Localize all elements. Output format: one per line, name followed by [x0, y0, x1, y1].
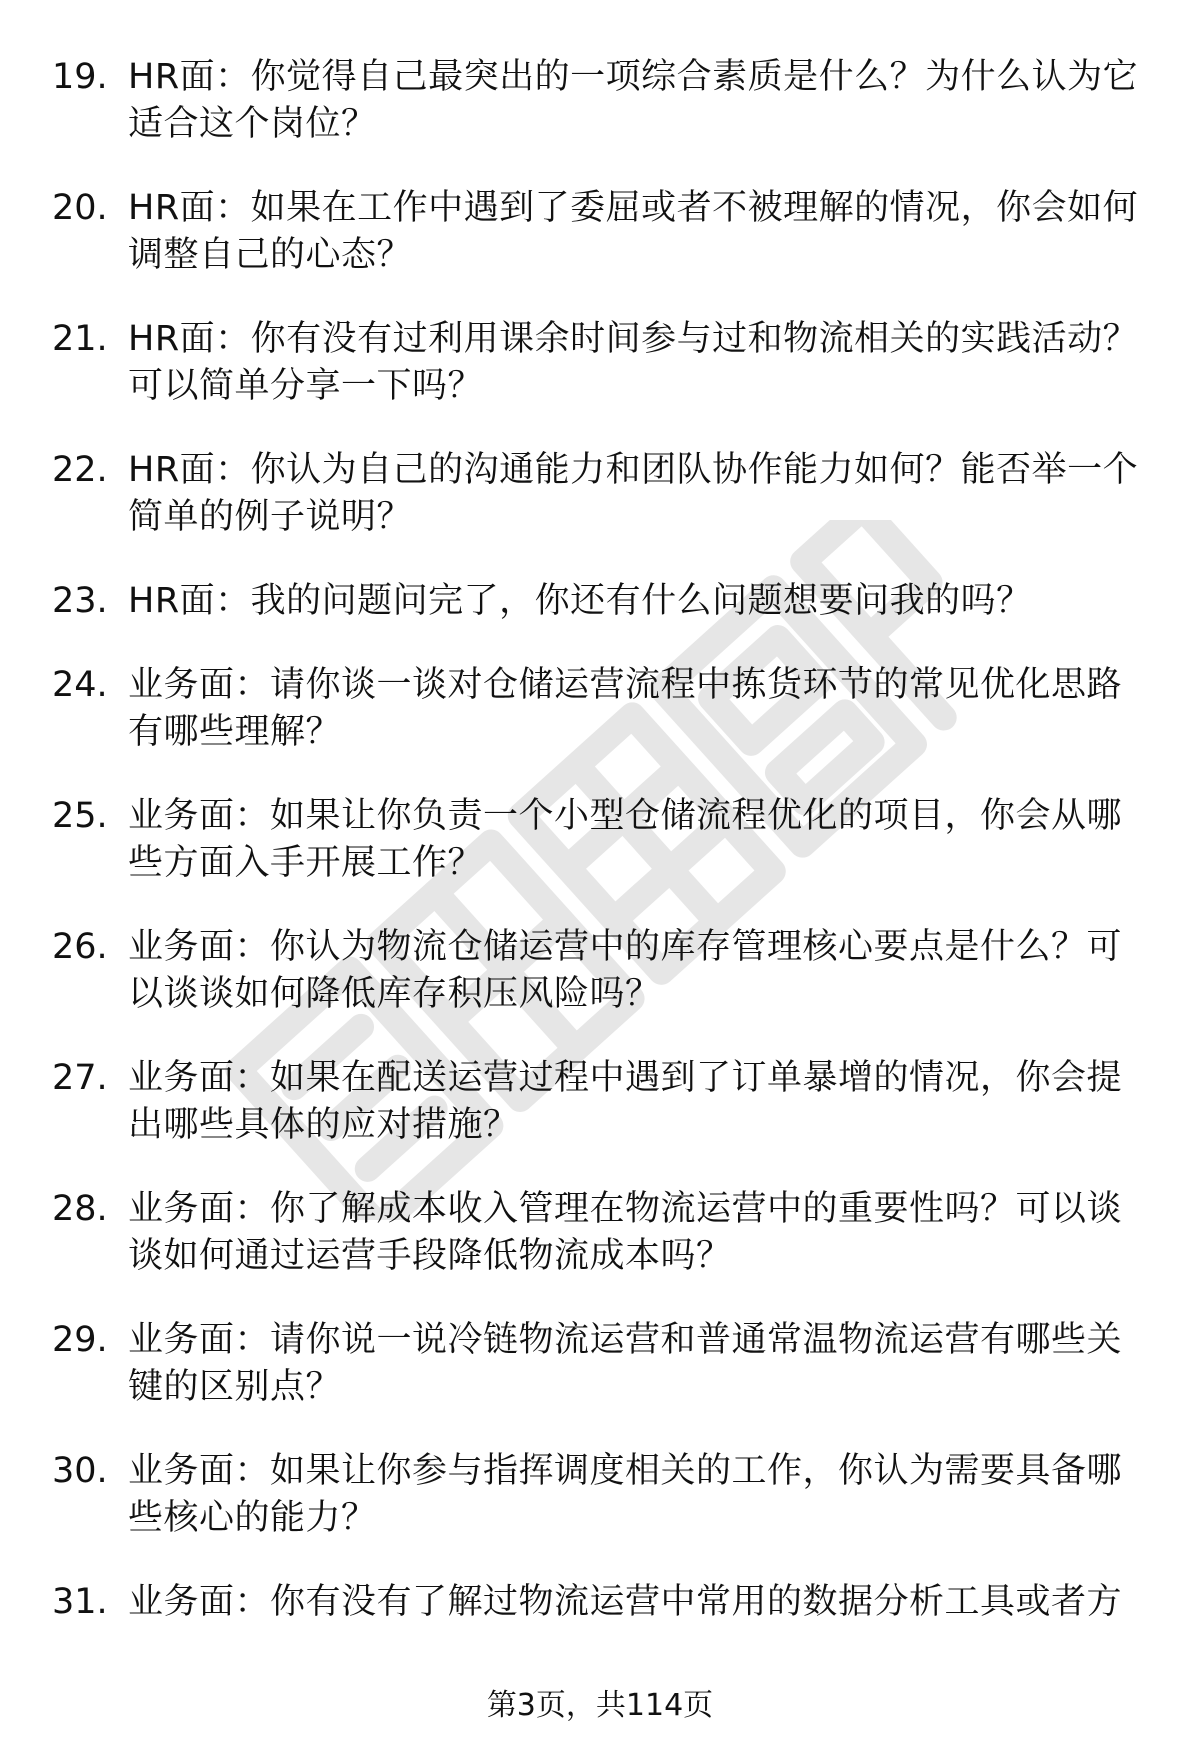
question-number: 24.: [52, 665, 108, 705]
question-item: [0, 793, 1200, 887]
question-text: 业务面：你认为物流仓储运营中的库存管理核心要点是什么？可以谈谈如何降低库存积压风险吗？: [128, 927, 1123, 1014]
question-item: [0, 662, 1200, 756]
question-number: 19.: [52, 57, 108, 97]
question-item: [0, 1317, 1200, 1411]
question-number: 23.: [52, 581, 108, 621]
question-number: 27.: [52, 1058, 108, 1098]
question-number: 28.: [52, 1189, 108, 1229]
question-item: [0, 1448, 1200, 1542]
question-number: 20.: [52, 188, 108, 228]
question-item: [0, 316, 1200, 410]
question-text: 业务面：请你说一说冷链物流运营和普通常温物流运营有哪些关键的区别点？: [128, 1320, 1123, 1407]
question-item: [0, 1579, 1200, 1626]
question-number: 25.: [52, 796, 108, 836]
question-item: [0, 447, 1200, 541]
question-text: HR面：我的问题问完了，你还有什么问题想要问我的吗？: [128, 581, 1032, 621]
question-item: [0, 185, 1200, 279]
question-text: 业务面：请你谈一谈对仓储运营流程中拣货环节的常见优化思路有哪些理解？: [128, 665, 1123, 752]
question-text: 业务面：如果让你参与指挥调度相关的工作，你认为需要具备哪些核心的能力？: [128, 1451, 1123, 1538]
question-text: 业务面：你了解成本收入管理在物流运营中的重要性吗？可以谈谈如何通过运营手段降低物流成本吗？: [128, 1189, 1123, 1276]
question-text: 业务面：如果在配送运营过程中遇到了订单暴增的情况，你会提出哪些具体的应对措施？: [128, 1058, 1123, 1145]
question-list: [0, 54, 1200, 1663]
question-text: 业务面：如果让你负责一个小型仓储流程优化的项目，你会从哪些方面入手开展工作？: [128, 796, 1123, 883]
question-text: HR面：你觉得自己最突出的一项综合素质是什么？为什么认为它适合这个岗位？: [128, 57, 1139, 144]
question-number: 30.: [52, 1451, 108, 1491]
question-text: HR面：你认为自己的沟通能力和团队协作能力如何？能否举一个简单的例子说明？: [128, 450, 1139, 537]
question-item: [0, 1055, 1200, 1149]
question-item: [0, 1186, 1200, 1280]
question-text: HR面：如果在工作中遇到了委屈或者不被理解的情况，你会如何调整自己的心态？: [128, 188, 1139, 275]
question-number: 29.: [52, 1320, 108, 1360]
question-item: [0, 54, 1200, 148]
question-text: 业务面：你有没有了解过物流运营中常用的数据分析工具或者方: [128, 1582, 1123, 1622]
question-number: 21.: [52, 319, 108, 359]
page-number-footer: 第3页，共114页: [486, 1688, 714, 1723]
question-number: 31.: [52, 1582, 108, 1622]
question-number: 26.: [52, 927, 108, 967]
question-text: HR面：你有没有过利用课余时间参与过和物流相关的实践活动？可以简单分享一下吗？: [128, 319, 1139, 406]
question-item: [0, 578, 1200, 625]
question-number: 22.: [52, 450, 108, 490]
question-item: [0, 924, 1200, 1018]
